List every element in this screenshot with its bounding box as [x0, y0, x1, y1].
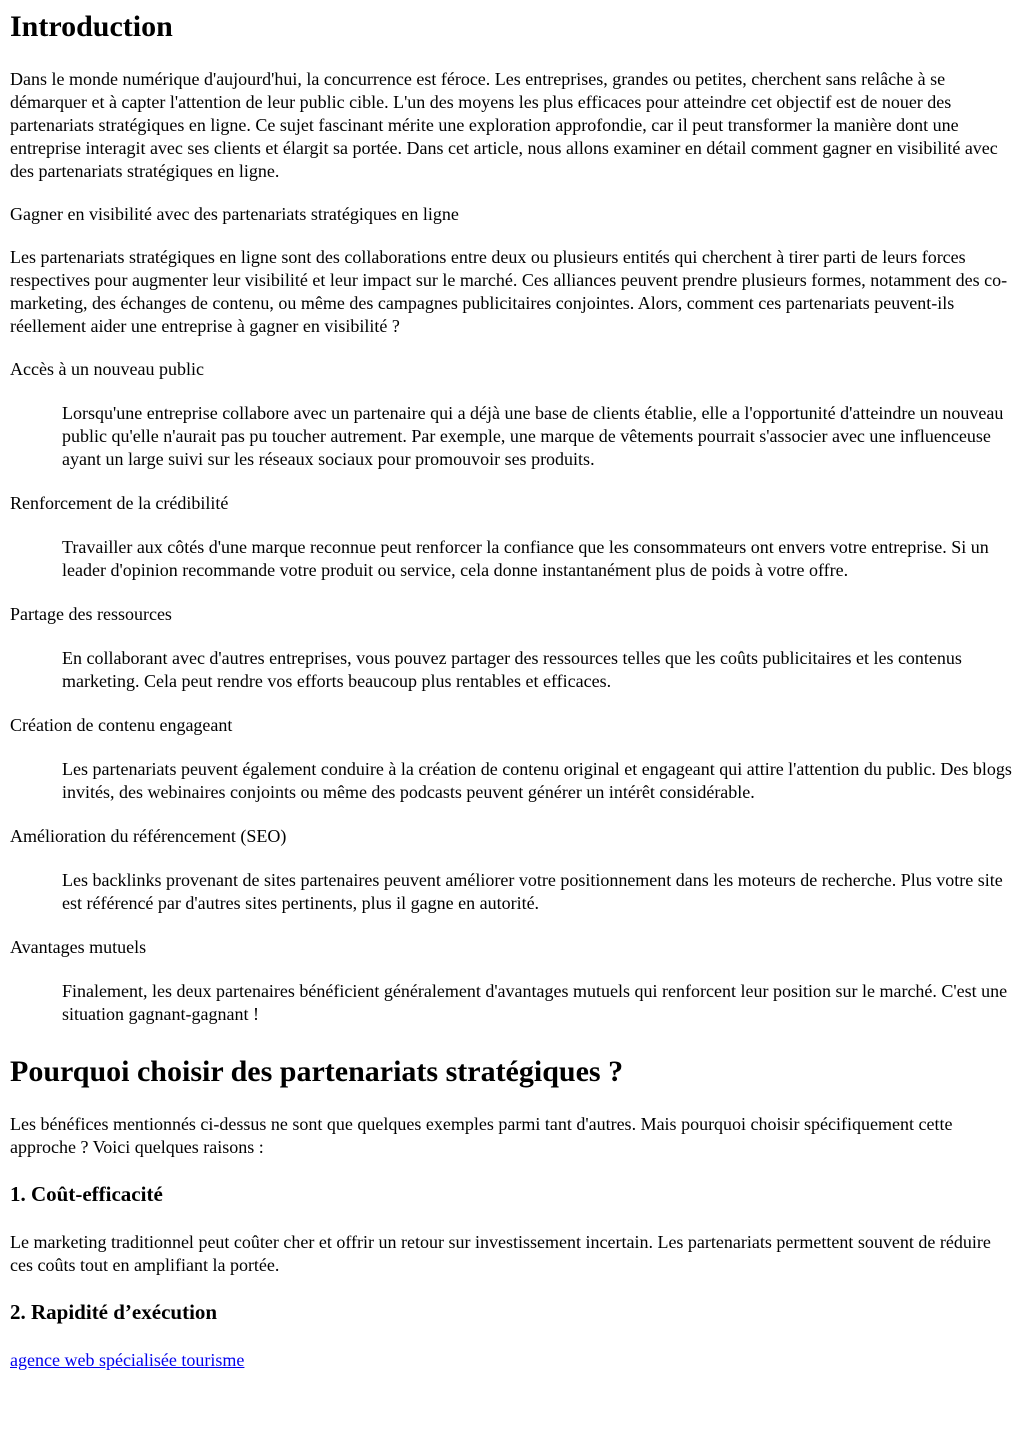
- benefit-description: Lorsqu'une entreprise collabore avec un partenaire qui a déjà une base de clients établie, elle a l'opportunité d'atteindre un nouveau public qu'elle n'aurait pas pu toucher autrement. Par exemple, une marque de vêtements pourrait s'associer avec une influenceuse ayant un large suivi sur les réseaux sociaux pour promouvoir ses produits.: [62, 403, 1004, 469]
- benefit-term: Avantages mutuels: [10, 937, 147, 957]
- reason-2-heading: 2. Rapidité d’exécution: [10, 1300, 218, 1324]
- reason-1-heading: 1. Coût-efficacité: [10, 1182, 163, 1206]
- benefit-term: Renforcement de la crédibilité: [10, 493, 229, 513]
- section-paragraph: Les partenariats stratégiques en ligne sont des collaborations entre deux ou plusieurs entités qui cherchent à tirer parti de leurs forces respectives pour augmenter leur visibilité et leur impact sur le marché. Ces alliances peuvent prendre plusieurs formes, notamment des co-marketing, des échanges de contenu, ou même des campagnes publicitaires conjointes. Alors, comment ces partenariats peuvent-ils réellement aider une entreprise à gagner en visibilité ?: [10, 247, 1008, 336]
- benefit-term: Partage des ressources: [10, 604, 172, 624]
- benefit-description: Finalement, les deux partenaires bénéficient généralement d'avantages mutuels qui renforcent leur position sur le marché. C'est une situation gagnant-gagnant !: [62, 981, 1008, 1024]
- benefit-description: Travailler aux côtés d'une marque reconnue peut renforcer la confiance que les consommateurs ont envers votre entreprise. Si un leader d'opinion recommande votre produit ou service, cela donne instantanément plus de poids à votre offre.: [62, 537, 989, 580]
- benefit-term: Création de contenu engageant: [10, 715, 233, 735]
- benefits-list: [10, 358, 1014, 1026]
- reason-1-paragraph: Le marketing traditionnel peut coûter cher et offrir un retour sur investissement incertain. Les partenariats permettent souvent de réduire ces coûts tout en amplifiant la portée.: [10, 1232, 991, 1275]
- benefit-description: Les partenariats peuvent également conduire à la création de contenu original et engageant qui attire l'attention du public. Des blogs invités, des webinaires conjoints ou même des podcasts peuvent générer un intérêt considérable.: [62, 759, 1012, 802]
- benefit-term: Amélioration du référencement (SEO): [10, 826, 287, 846]
- benefit-description: En collaborant avec d'autres entreprises, vous pouvez partager des ressources telles que les coûts publicitaires et les contenus marketing. Cela peut rendre vos efforts beaucoup plus rentables et efficaces.: [62, 648, 962, 691]
- agency-link[interactable]: agence web spécialisée tourisme: [10, 1350, 245, 1370]
- benefit-description: Les backlinks provenant de sites partenaires peuvent améliorer votre positionnement dans les moteurs de recherche. Plus votre site est référencé par d'autres sites pertinents, plus il gagne en autorité.: [62, 870, 1003, 913]
- why-paragraph: Les bénéfices mentionnés ci-dessus ne sont que quelques exemples parmi tant d'autres. Mais pourquoi choisir spécifiquement cette approche ? Voici quelques raisons :: [10, 1114, 953, 1157]
- article: [0, 9, 1024, 1372]
- why-heading: Pourquoi choisir des partenariats stratégiques ?: [10, 1055, 624, 1088]
- link-paragraph: [10, 1349, 1014, 1372]
- intro-paragraph: Dans le monde numérique d'aujourd'hui, la concurrence est féroce. Les entreprises, grandes ou petites, cherchent sans relâche à se démarquer et à capter l'attention de leur public cible. L'un des moyens les plus efficaces pour atteindre cet objectif est de nouer des partenariats stratégiques en ligne. Ce sujet fascinant mérite une exploration approfondie, car il peut transformer la manière dont une entreprise interagit avec ses clients et élargit sa portée. Dans cet article, nous allons examiner en détail comment gagner en visibilité avec des partenariats stratégiques en ligne.: [10, 69, 998, 181]
- intro-heading: Introduction: [10, 10, 173, 43]
- benefit-term: Accès à un nouveau public: [10, 359, 204, 379]
- section-subtitle: Gagner en visibilité avec des partenariats stratégiques en ligne: [10, 204, 459, 224]
